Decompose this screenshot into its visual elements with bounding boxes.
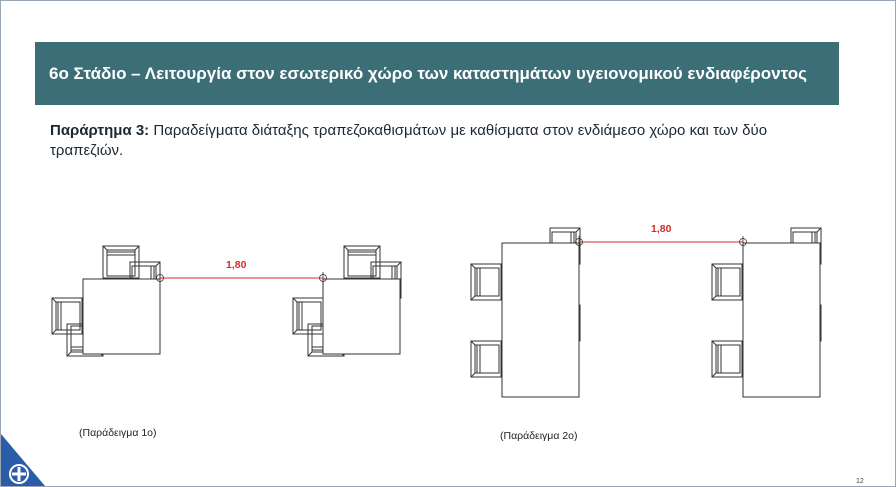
chair-icon <box>471 341 501 377</box>
annex-text: Παραδείγματα διάταξης τραπεζοκαθισμάτων με καθίσματα στον ενδιάμεσο χώρο και των δύο τραπεζιών. <box>50 122 768 159</box>
table-layout-diagram <box>1 1 896 487</box>
chair-icon <box>712 341 742 377</box>
example1-left-table-group <box>52 246 160 356</box>
example1-caption: (Παράδειγμα 1ο) <box>79 427 157 439</box>
square-table <box>83 279 160 354</box>
chair-icon <box>712 264 742 300</box>
greek-cross-emblem-icon <box>1 434 45 486</box>
example2-right-table-group <box>712 228 821 397</box>
example1-right-table-group <box>293 246 401 356</box>
long-table <box>502 243 579 397</box>
square-table <box>323 279 400 354</box>
page-number: 12 <box>856 478 864 485</box>
chair-icon <box>471 264 501 300</box>
slide-title: 6ο Στάδιο – Λειτουργία στον εσωτερικό χώρο των καταστημάτων υγειονομικού ενδιαφέροντος <box>49 63 807 83</box>
example2-dimension-line <box>576 236 747 248</box>
distance-label-example1: 1,80 <box>226 259 247 271</box>
distance-label-example2: 1,80 <box>651 223 672 235</box>
example1-dimension-line <box>157 272 327 284</box>
long-table <box>743 243 820 397</box>
annex-label: Παράρτημα 3: <box>50 122 150 139</box>
example2-left-table-group <box>471 228 580 397</box>
example2-caption: (Παράδειγμα 2ο) <box>500 430 578 442</box>
